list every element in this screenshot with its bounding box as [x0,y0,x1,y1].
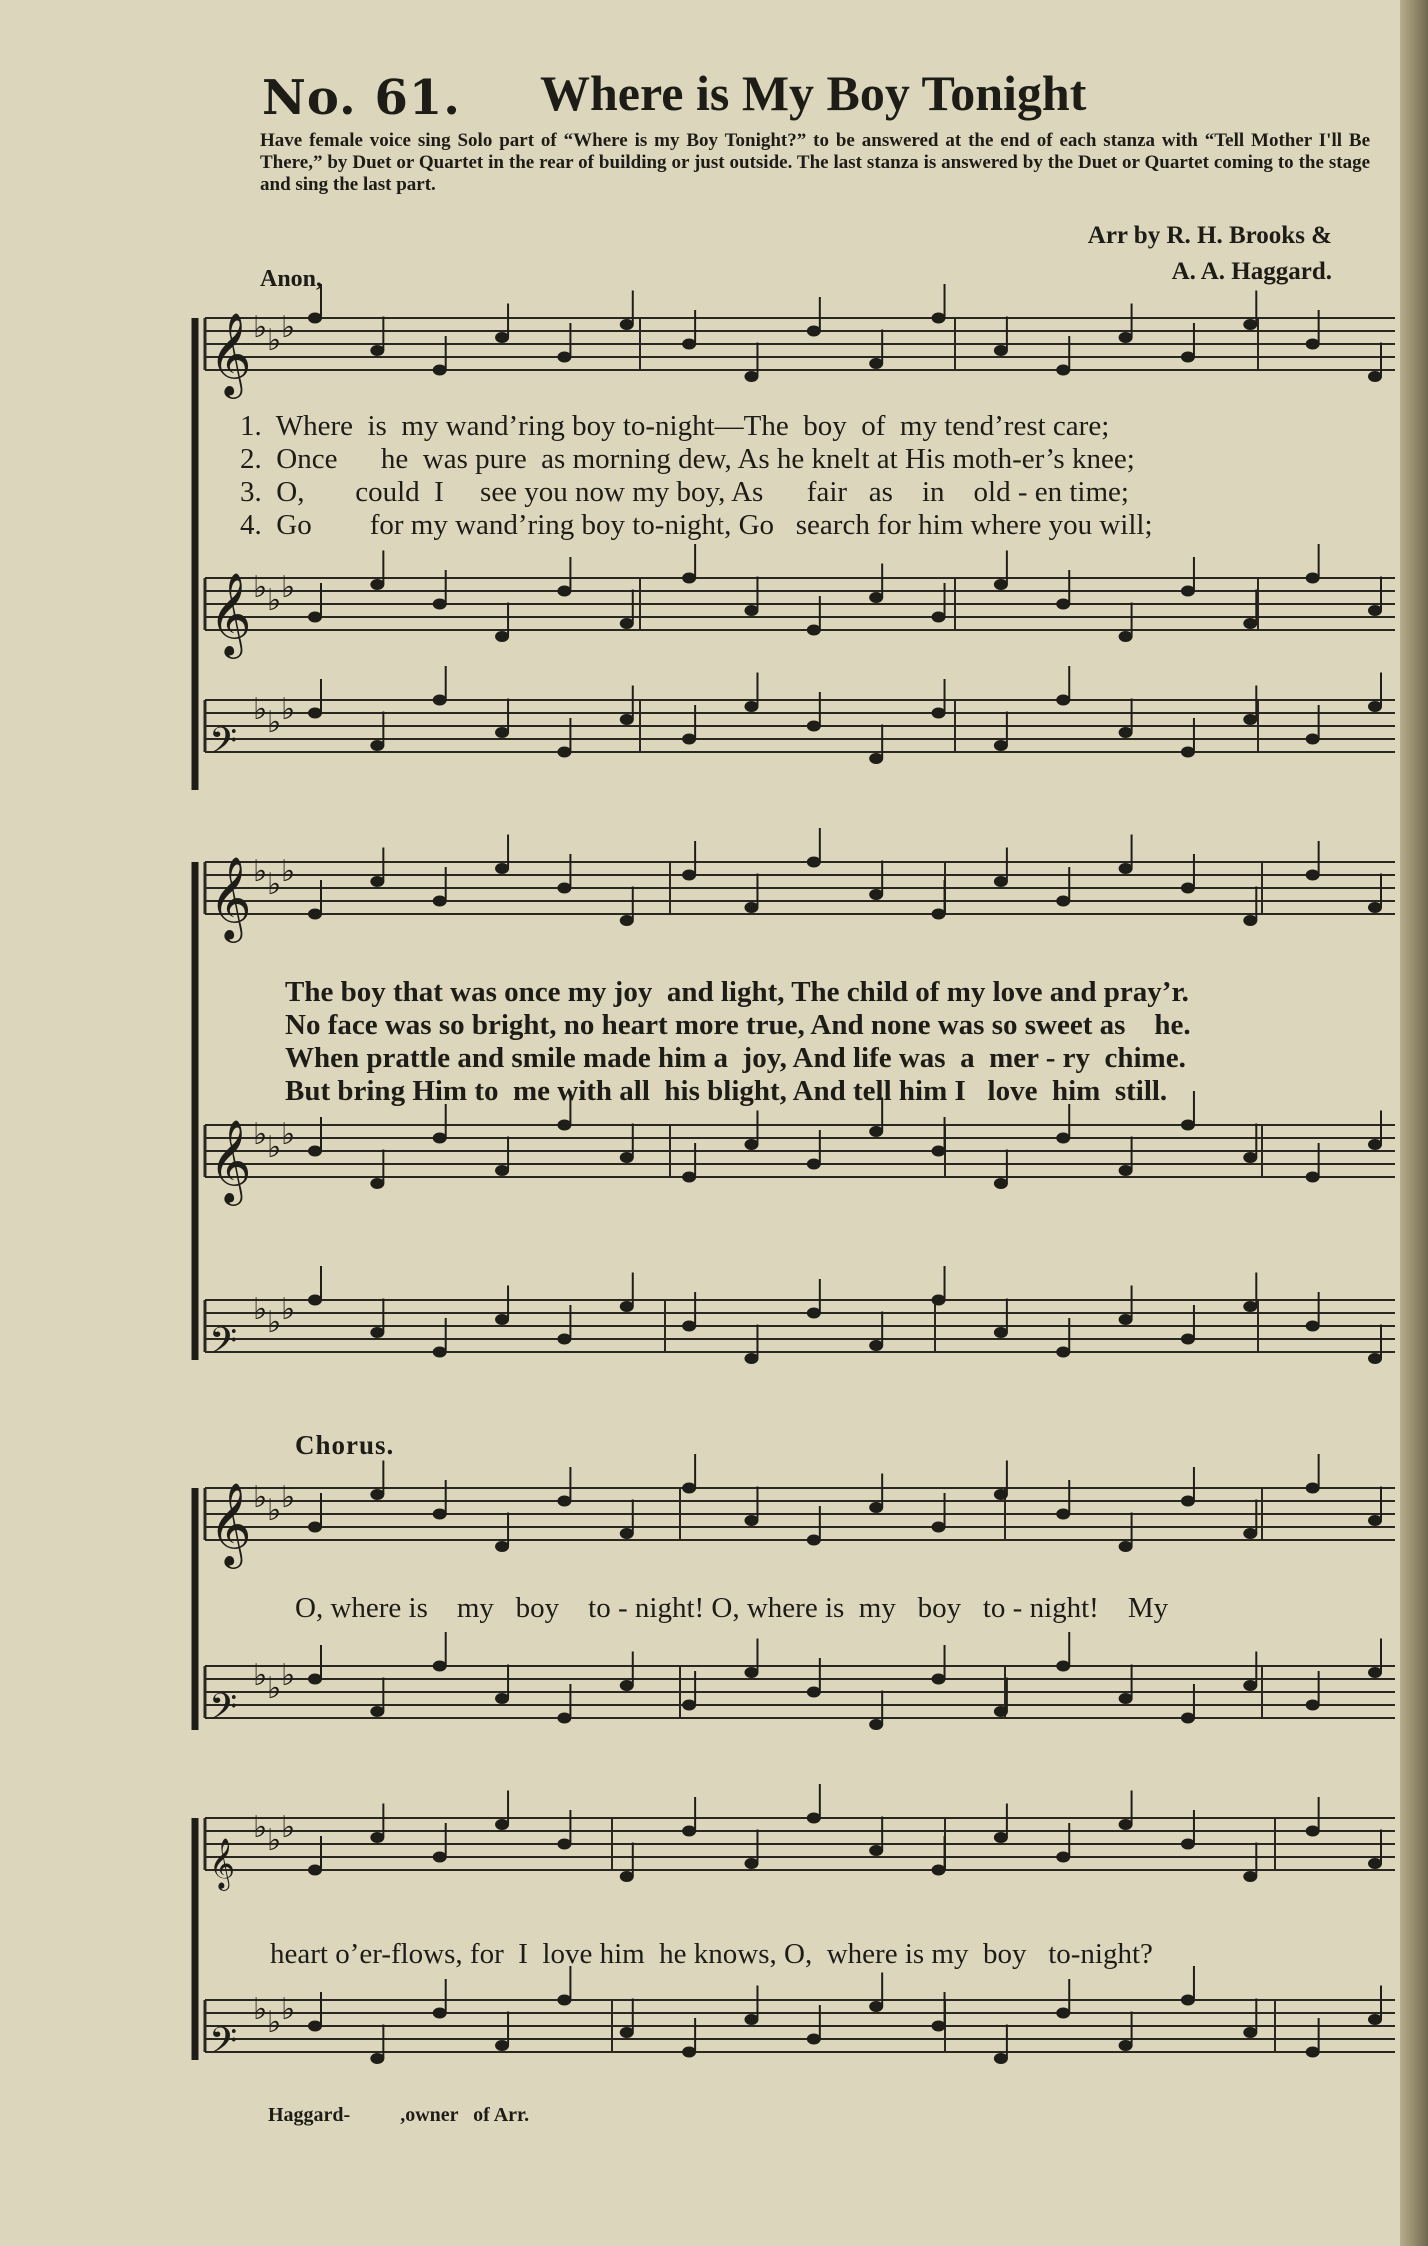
flat-sign: ♭ [281,1292,296,1327]
note-head [1243,1528,1257,1539]
clef-glyph: 𝄞 [209,571,252,655]
performance-instructions: Have female voice sing Solo part of “Where is my Boy Tonight?” to be answered at the end of each stanza with “Tell Mother I'll Be There,” by Duet or Quartet in the rear of building or just outside. The last stanza is answered by the Duet or Quartet coming to the stage and sing the last part. [260,130,1370,195]
note-head [1056,1852,1070,1863]
note-head [1181,1334,1195,1345]
flat-sign: ♭ [253,854,268,889]
note-head [557,883,571,894]
flat-sign: ♭ [253,1658,268,1693]
note-head [433,695,447,706]
clef-glyph: 𝄞 [209,855,252,939]
note-head [1181,747,1195,758]
note-head [308,612,322,623]
note-head [1368,1667,1382,1678]
clef-glyph: 𝄞 [209,311,252,395]
note-head [682,339,696,350]
note-head [1306,870,1320,881]
note-head [557,586,571,597]
flat-sign: ♭ [253,1292,268,1327]
note-head [744,371,758,382]
note-head [807,326,821,337]
note-head [1119,1819,1133,1830]
note-head [433,365,447,376]
note-head [932,909,946,920]
clef-glyph: 𝄞 [209,1481,252,1565]
note-head [994,2053,1008,2064]
note-head [370,1706,384,1717]
note-head [1368,1139,1382,1150]
note-head [1119,1693,1133,1704]
note-head [932,1865,946,1876]
note-head [994,1489,1008,1500]
note-head [1119,1314,1133,1325]
note-head [1368,1353,1382,1364]
note-head [994,1327,1008,1338]
note-head [932,1146,946,1157]
clef-glyph: 𝄢 [209,720,238,771]
clef-glyph: 𝄞 [209,1838,236,1889]
refrain-lyrics [285,976,1385,1108]
chorus-heading: Chorus. [295,1430,395,1460]
note-head [807,2034,821,2045]
note-head [682,1826,696,1837]
refrain-line-4: But bring Him to me with all his blight, And tell him I love him still. [285,1075,1168,1107]
verse-line-2: 2. Once he was pure as morning dew, As he knelt at His moth-er’s knee; [240,443,1135,475]
note-head [1056,695,1070,706]
note-head [1243,915,1257,926]
note-head [495,863,509,874]
chorus-lyric-line-2: heart o’er-flows, for I love him he knows, O, where is my boy to-night? [270,1938,1153,1970]
flat-sign: ♭ [267,867,282,902]
note-head [932,1674,946,1685]
note-head [932,2021,946,2032]
refrain-line-2: No face was so bright, no heart more true, And none was so sweet as he. [285,1009,1191,1041]
note-head [682,1172,696,1183]
note-head [994,876,1008,887]
note-head [1306,2047,1320,2058]
note-head [682,573,696,584]
note-head [308,909,322,920]
flat-sign: ♭ [267,1823,282,1858]
note-head [308,1522,322,1533]
note-head [1306,573,1320,584]
note-head [1243,618,1257,629]
arranger-line-1: Arr by R. H. Brooks & [1087,222,1332,249]
flat-sign: ♭ [281,1117,296,1152]
flat-sign: ♭ [267,583,282,618]
note-head [994,1832,1008,1843]
note-head [932,1295,946,1306]
note-head [1368,1515,1382,1526]
flat-sign: ♭ [253,1117,268,1152]
flat-sign: ♭ [281,1480,296,1515]
note-head [1306,339,1320,350]
note-head [994,579,1008,590]
flat-sign: ♭ [253,692,268,727]
note-head [994,345,1008,356]
refrain-line-1: The boy that was once my joy and light, The child of my love and pray’r. [285,976,1189,1008]
note-head [1243,1152,1257,1163]
note-head [495,1165,509,1176]
note-head [1056,2008,1070,2019]
note-head [807,1687,821,1698]
note-head [682,1700,696,1711]
note-head [807,857,821,868]
note-head [433,896,447,907]
note-head [557,352,571,363]
note-head [869,1502,883,1513]
note-head [869,1719,883,1730]
note-head [370,1178,384,1189]
note-head [932,313,946,324]
note-head [495,1541,509,1552]
note-head [557,1120,571,1131]
clef-glyph: 𝄢 [209,1320,238,1371]
note-head [1243,1301,1257,1312]
note-head [620,915,634,926]
note-head [1119,863,1133,874]
note-head [620,714,634,725]
note-head [1368,1858,1382,1869]
note-head [433,599,447,610]
note-head [557,1995,571,2006]
note-head [744,701,758,712]
note-head [1119,1165,1133,1176]
note-head [1056,1347,1070,1358]
flat-sign: ♭ [267,705,282,740]
note-head [1243,2027,1257,2038]
note-head [620,1152,634,1163]
note-head [1181,1995,1195,2006]
flat-sign: ♭ [267,323,282,358]
note-head [308,2021,322,2032]
flat-sign: ♭ [267,1130,282,1165]
note-head [433,2008,447,2019]
note-head [1243,1680,1257,1691]
flat-sign: ♭ [281,1658,296,1693]
note-head [620,618,634,629]
note-head [744,605,758,616]
note-head [557,1713,571,1724]
note-head [1119,332,1133,343]
note-head [994,740,1008,751]
note-head [495,332,509,343]
note-head [744,1515,758,1526]
refrain-line-3: When prattle and smile made him a joy, And life was a mer - ry chime. [285,1042,1186,1074]
note-head [869,592,883,603]
note-head [620,1680,634,1691]
note-head [370,1327,384,1338]
flat-sign: ♭ [267,1671,282,1706]
note-head [869,1126,883,1137]
note-head [1306,1826,1320,1837]
flat-sign: ♭ [253,1810,268,1845]
note-head [932,612,946,623]
note-head [557,1839,571,1850]
note-head [932,708,946,719]
note-head [682,870,696,881]
clef-glyph: 𝄢 [209,2020,238,2071]
note-head [1119,727,1133,738]
note-head [495,1693,509,1704]
copyright-footer: Haggard- ,owner of Arr. [268,2104,530,2126]
note-head [433,1347,447,1358]
note-head [1119,2040,1133,2051]
note-head [1368,2014,1382,2025]
note-head [370,579,384,590]
note-head [1368,902,1382,913]
note-head [557,747,571,758]
verse-line-1: 1. Where is my wand’ring boy to-night—The boy of my tend’rest care; [240,410,1110,442]
note-head [433,1133,447,1144]
note-head [1181,1839,1195,1850]
flat-sign: ♭ [253,1480,268,1515]
note-head [308,1295,322,1306]
arranger-line-2: A. A. Haggard. [1171,258,1332,285]
note-head [370,740,384,751]
note-head [1306,1700,1320,1711]
note-head [1056,599,1070,610]
note-head [1181,586,1195,597]
note-head [1368,605,1382,616]
note-head [370,1489,384,1500]
note-head [370,345,384,356]
note-head [557,1496,571,1507]
note-head [620,1871,634,1882]
note-head [744,1353,758,1364]
note-head [869,1845,883,1856]
flat-sign: ♭ [281,854,296,889]
note-head [620,319,634,330]
note-head [1243,1871,1257,1882]
note-head [433,1852,447,1863]
note-head [932,1522,946,1533]
flat-sign: ♭ [267,1493,282,1528]
note-head [869,753,883,764]
note-head [807,1159,821,1170]
note-head [1368,371,1382,382]
verse-line-4: 4. Go for my wand’ring boy to-night, Go search for him where you will; [240,509,1153,541]
note-head [433,1661,447,1672]
note-head [869,1340,883,1351]
note-head [869,889,883,900]
note-head [495,727,509,738]
flat-sign: ♭ [267,2005,282,2040]
note-head [682,734,696,745]
flat-sign: ♭ [281,570,296,605]
note-head [869,2001,883,2012]
note-head [744,902,758,913]
note-head [744,1858,758,1869]
note-head [807,721,821,732]
note-head [495,2040,509,2051]
note-head [1181,883,1195,894]
note-head [308,1865,322,1876]
clef-glyph: 𝄢 [209,1686,238,1737]
note-head [994,1178,1008,1189]
flat-sign: ♭ [253,310,268,345]
note-head [1119,1541,1133,1552]
note-head [1306,734,1320,745]
flat-sign: ♭ [281,692,296,727]
note-head [370,1832,384,1843]
note-head [308,1674,322,1685]
note-head [682,2047,696,2058]
note-head [744,1667,758,1678]
note-head [495,631,509,642]
note-head [370,2053,384,2064]
note-head [620,2027,634,2038]
hymn-number: No. 61. [262,70,461,126]
note-head [807,1308,821,1319]
note-head [807,1813,821,1824]
note-head [807,1535,821,1546]
note-head [1181,1120,1195,1131]
note-head [1368,701,1382,712]
note-head [1181,1496,1195,1507]
verse-lyrics [240,410,1370,542]
note-head [1243,319,1257,330]
flat-sign: ♭ [253,1992,268,2027]
note-head [620,1301,634,1312]
flat-sign: ♭ [267,1305,282,1340]
note-head [495,1314,509,1325]
flat-sign: ♭ [281,310,296,345]
note-head [495,1819,509,1830]
note-head [370,876,384,887]
note-head [869,358,883,369]
note-head [308,1146,322,1157]
note-head [1181,352,1195,363]
note-head [1306,1172,1320,1183]
chorus-lyric-line-1: O, where is my boy to - night! O, where is my boy to - night! My [295,1592,1169,1624]
note-head [682,1321,696,1332]
note-head [1056,365,1070,376]
note-head [994,1706,1008,1717]
flat-sign: ♭ [281,1810,296,1845]
note-head [744,1139,758,1150]
note-head [1306,1483,1320,1494]
composer-credit: Anon, [260,266,323,292]
clef-glyph: 𝄞 [209,1118,252,1202]
note-head [620,1528,634,1539]
page-binding-edge [1400,0,1428,2246]
note-head [1243,714,1257,725]
note-head [1181,1713,1195,1724]
note-head [682,1483,696,1494]
flat-sign: ♭ [281,1992,296,2027]
note-head [1056,896,1070,907]
note-head [433,1509,447,1520]
verse-line-3: 3. O, could I see you now my boy, As fair as in old - en time; [240,476,1129,508]
note-head [1056,1133,1070,1144]
flat-sign: ♭ [253,570,268,605]
hymn-title: Where is My Boy Tonight [540,65,1087,121]
note-head [807,625,821,636]
note-head [308,708,322,719]
note-head [1306,1321,1320,1332]
note-head [1119,631,1133,642]
note-head [308,313,322,324]
note-head [1056,1661,1070,1672]
note-head [557,1334,571,1345]
note-head [744,2014,758,2025]
note-head [1056,1509,1070,1520]
